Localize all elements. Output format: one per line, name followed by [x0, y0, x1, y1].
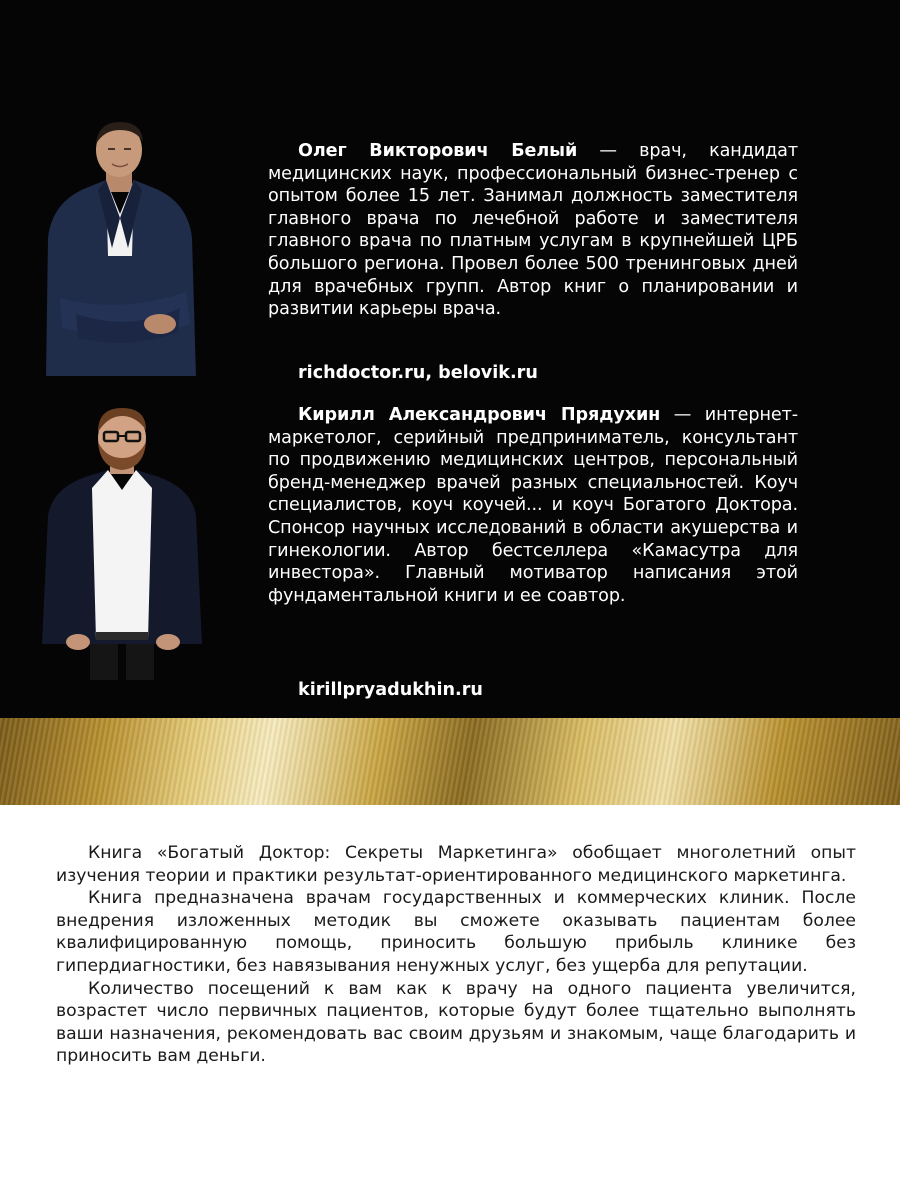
author-description: — интернет-маркетолог, серийный предприниматель, консультант по продвижению медицинских центров, персональный бренд-менеджер врачей разных специальностей. Коуч специалистов, коуч коучей... и коуч Богатого Доктора. Спонсор научных исследований в области акушерства и гинекологии. Автор бестселлера «Камасутра для инвестора». Главный мотиватор написания этой фундаментальной книги и ее соавтор.: [268, 405, 799, 606]
author-bio-paragraph: [268, 140, 798, 321]
author-name: Кирилл Александрович Прядухин: [298, 405, 661, 425]
description-paragraph: Количество посещений к вам как к врачу на одного пациента увеличится, возрастет число первичных пациентов, которые будут более тщательно выполнять ваши назначения, рекомендовать вас своим друзьям и знакомым, чаще благодарить и приносить вам деньги.: [56, 978, 856, 1067]
author-photo-1: [40, 118, 200, 376]
author-bio-1: [268, 140, 798, 321]
author-photo-2: [38, 404, 206, 680]
author-bio-2: [268, 404, 798, 607]
author-description: — врач, кандидат медицинских наук, профессиональный бизнес-тренер с опытом более 15 лет. Занимал должность заместителя главного врача по лечебной работе и заместителя главного врача по платным услугам в крупнейшей ЦРБ большого региона. Провел более 500 тренинговых дней для врачебных групп. Автор книг о планировании и развитии карьеры врача.: [268, 141, 798, 320]
author-bio-paragraph: [268, 404, 798, 607]
author-website-link[interactable]: kirillpryadukhin.ru: [298, 680, 483, 700]
author-name: Олег Викторович Белый: [298, 141, 578, 161]
description-paragraph: Книга предназначена врачам государственных и коммерческих клиник. После внедрения изложенных методик вы сможете оказывать пациентам более квалифицированную помощь, приносить большую прибыль клинике без гипердиагностики, без навязывания ненужных услуг, без ущерба для репутации.: [56, 888, 856, 976]
book-description: [56, 842, 856, 1068]
gold-divider-band: [0, 718, 900, 805]
description-paragraph: Книга «Богатый Доктор: Секреты Маркетинга» обобщает многолетний опыт изучения теории и практики результат-ориентированного медицинского маркетинга.: [56, 843, 856, 886]
author-website-link[interactable]: richdoctor.ru, belovik.ru: [298, 363, 538, 383]
